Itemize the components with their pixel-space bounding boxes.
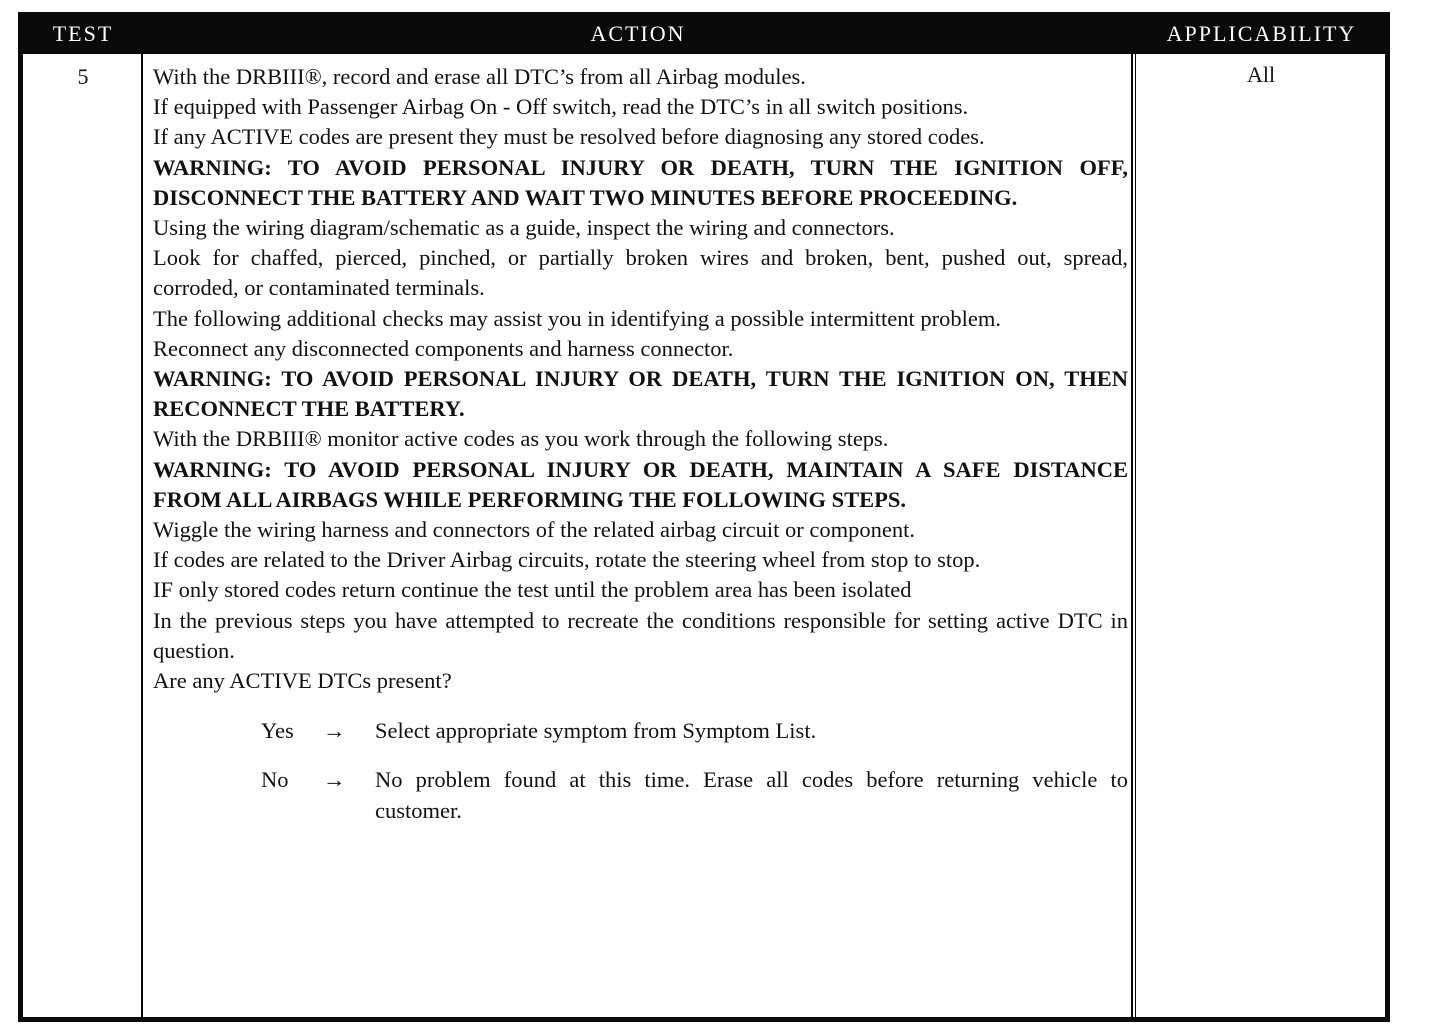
column-divider-double-rule [1135, 54, 1136, 1017]
step-previous-steps: In the previous steps you have attempted to recreate the conditions responsible for setting active DTC in question. [153, 607, 1128, 663]
result-yes-text: Select appropriate symptom from Symptom List. [375, 718, 817, 744]
step-passenger-switch: If equipped with Passenger Airbag On - Off switch, read the DTC’s in all switch positions. [153, 94, 969, 120]
step-record-erase-dtc: With the DRBIII®, record and erase all DTC’s from all Airbag modules. [153, 64, 806, 89]
test-number: 5 [77, 64, 89, 89]
result-yes-label: Yes [261, 718, 294, 744]
warning-safe-distance: WARNING: TO AVOID PERSONAL INJURY OR DEATH, MAINTAIN A SAFE DISTANCE FROM ALL AIRBAGS WHILE PERFORMING THE FOLLOWING STEPS. [153, 456, 1128, 512]
step-active-codes: If any ACTIVE codes are present they must be resolved before diagnosing any stored codes. [153, 124, 985, 150]
step-rotate-steering: If codes are related to the Driver Airbag circuits, rotate the steering wheel from stop to stop. [153, 547, 981, 573]
step-wiggle-harness: Wiggle the wiring harness and connectors of the related airbag circuit or component. [153, 517, 915, 543]
action-cell [153, 62, 1128, 826]
result-yes [261, 715, 1128, 746]
step-inspect-wiring: Using the wiring diagram/schematic as a guide, inspect the wiring and connectors. [153, 215, 895, 241]
step-look-for-damage: Look for chaffed, pierced, pinched, or partially broken wires and broken, bent, pushed out, spread, corroded, or contaminated terminals. [153, 245, 1128, 301]
warning-ignition-on: WARNING: TO AVOID PERSONAL INJURY OR DEATH, TURN THE IGNITION ON, THEN RECONNECT THE BATTERY. [153, 366, 1128, 422]
step-stored-codes: IF only stored codes return continue the test until the problem area has been isolated [153, 577, 912, 603]
table-header [23, 12, 1385, 54]
question-active-dtcs: Are any ACTIVE DTCs present? [153, 668, 452, 694]
result-no-label: No [261, 767, 289, 793]
column-divider-action-applicability [1131, 54, 1133, 1017]
right-arrow-icon: → [323, 767, 346, 793]
right-arrow-icon: → [323, 718, 346, 744]
step-additional-checks: The following additional checks may assist you in identifying a possible intermittent problem. [153, 305, 1001, 331]
column-divider-test-action [141, 54, 143, 1017]
applicability-value: All [1246, 62, 1276, 87]
result-no [261, 764, 1128, 826]
header-applicability: APPLICABILITY [1166, 21, 1357, 46]
header-test: TEST [52, 21, 114, 46]
step-monitor-codes: With the DRBIII® monitor active codes as you work through the following steps. [153, 426, 889, 452]
header-action: ACTION [590, 21, 686, 46]
step-reconnect-components: Reconnect any disconnected components and harness connector. [153, 335, 734, 361]
warning-ignition-off: WARNING: TO AVOID PERSONAL INJURY OR DEATH, TURN THE IGNITION OFF, DISCONNECT THE BATTERY AND WAIT TWO MINUTES BEFORE PROCEEDING. [153, 154, 1128, 210]
result-no-text: No problem found at this time. Erase all codes before returning vehicle to customer. [375, 767, 1128, 824]
diagnostic-test-table [18, 12, 1390, 1022]
